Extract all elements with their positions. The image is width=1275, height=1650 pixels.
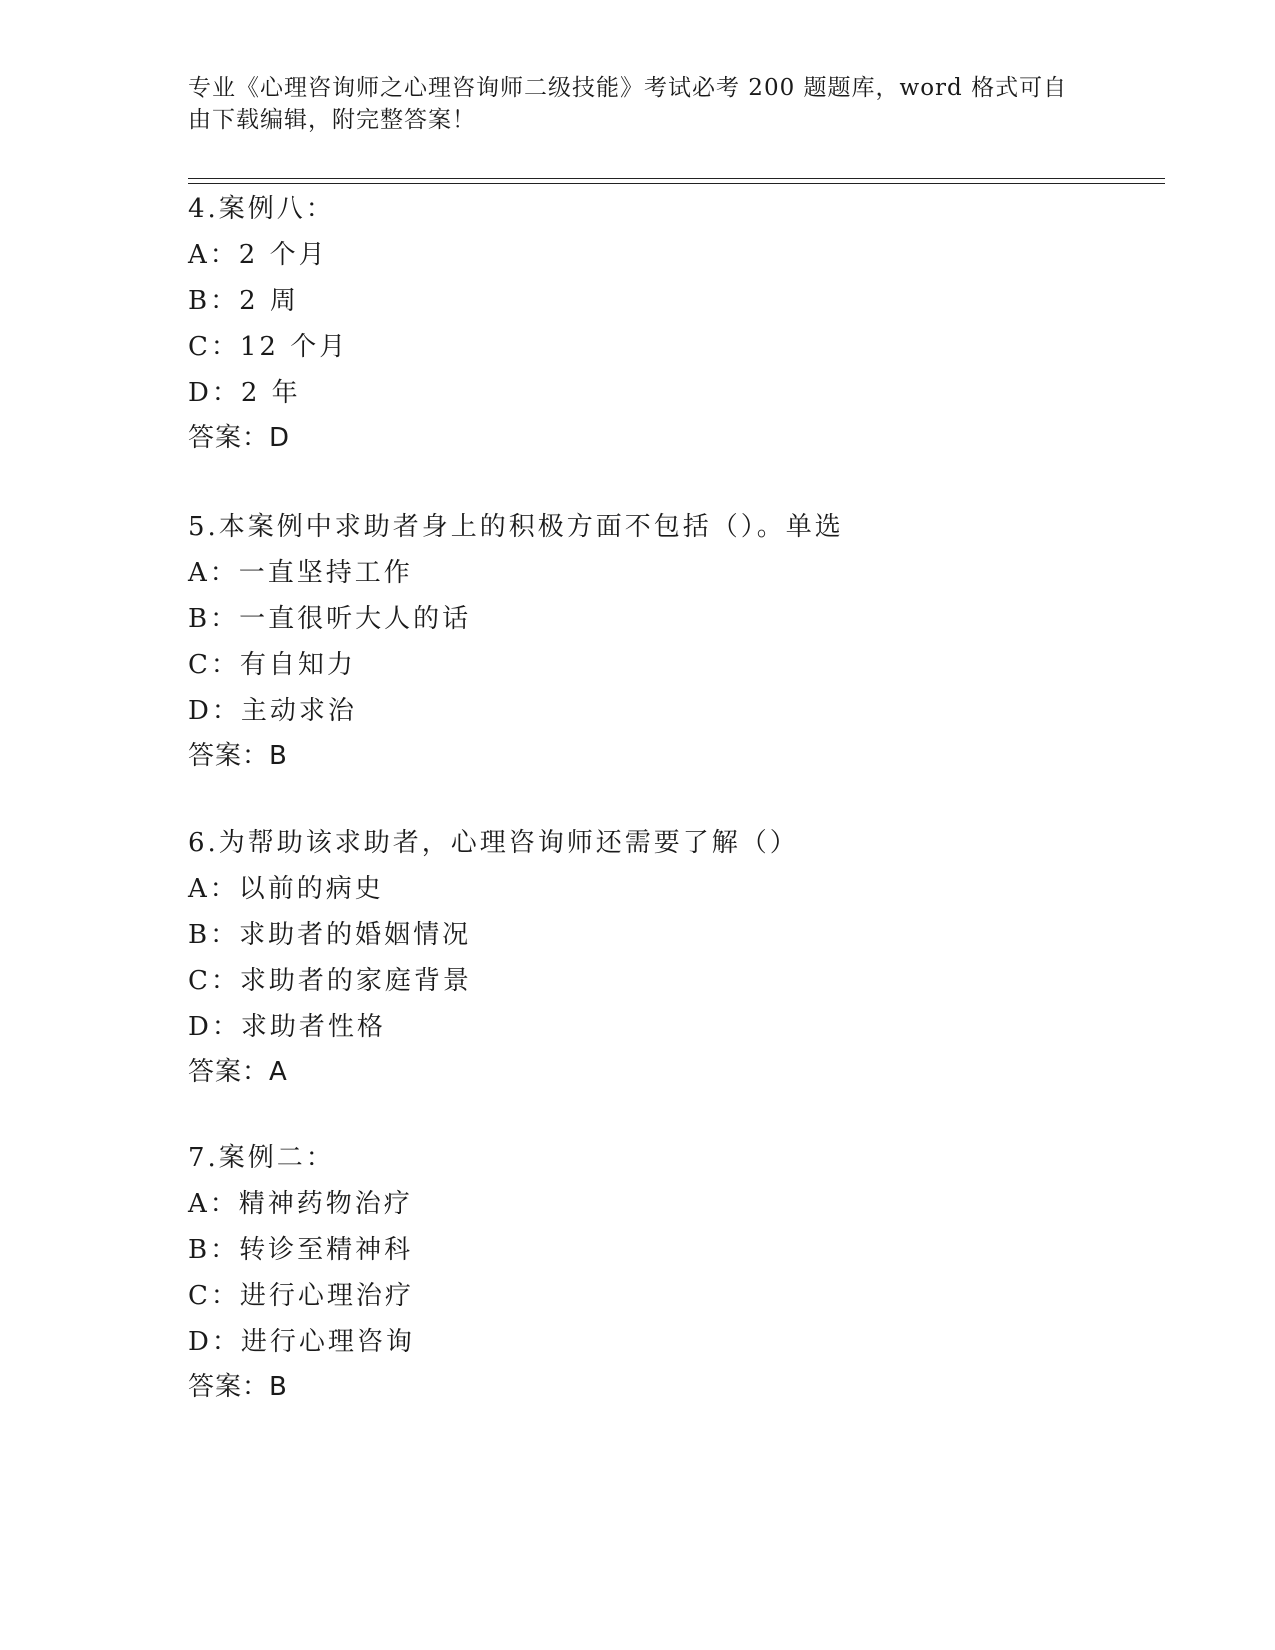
- question-stem: 6.为帮助该求助者，心理咨询师还需要了解（）: [188, 828, 799, 858]
- option-c: C：进行心理治疗: [188, 1281, 414, 1311]
- question-stem: 7.案例二：: [188, 1143, 335, 1173]
- header-divider-top: [188, 178, 1165, 179]
- header-line-1: 专业《心理咨询师之心理咨询师二级技能》考试必考 200 题题库，word 格式可自: [188, 75, 1068, 101]
- option-c: C：有自知力: [188, 650, 356, 680]
- option-b: B：一直很听大人的话: [188, 604, 472, 634]
- answer-line: 答案：A: [188, 1057, 288, 1087]
- header-divider-bottom: [188, 183, 1165, 184]
- option-b: B：求助者的婚姻情况: [188, 920, 472, 950]
- answer-line: 答案：D: [188, 423, 291, 453]
- question-stem: 4.案例八：: [188, 194, 335, 224]
- question-block: [188, 504, 1168, 778]
- question-block: [188, 820, 1168, 1094]
- option-c: C：12 个月: [188, 332, 349, 362]
- answer-line: 答案：B: [188, 1372, 288, 1402]
- option-a: A：精神药物治疗: [188, 1189, 413, 1219]
- question-stem: 5.本案例中求助者身上的积极方面不包括（）。单选: [188, 512, 844, 542]
- option-a: A：2 个月: [188, 240, 328, 270]
- option-d: D：进行心理咨询: [188, 1327, 415, 1357]
- document-header: [188, 72, 1068, 136]
- question-block: [188, 186, 1168, 460]
- option-b: B：2 周: [188, 286, 299, 316]
- answer-line: 答案：B: [188, 741, 288, 771]
- option-d: D：主动求治: [188, 696, 357, 726]
- option-c: C：求助者的家庭背景: [188, 966, 472, 996]
- option-d: D：2 年: [188, 378, 301, 408]
- option-b: B：转诊至精神科: [188, 1235, 414, 1265]
- header-line-2: 由下载编辑，附完整答案！: [188, 107, 476, 133]
- option-d: D：求助者性格: [188, 1012, 386, 1042]
- question-block: [188, 1135, 1168, 1409]
- option-a: A：一直坚持工作: [188, 558, 413, 588]
- option-a: A：以前的病史: [188, 874, 384, 904]
